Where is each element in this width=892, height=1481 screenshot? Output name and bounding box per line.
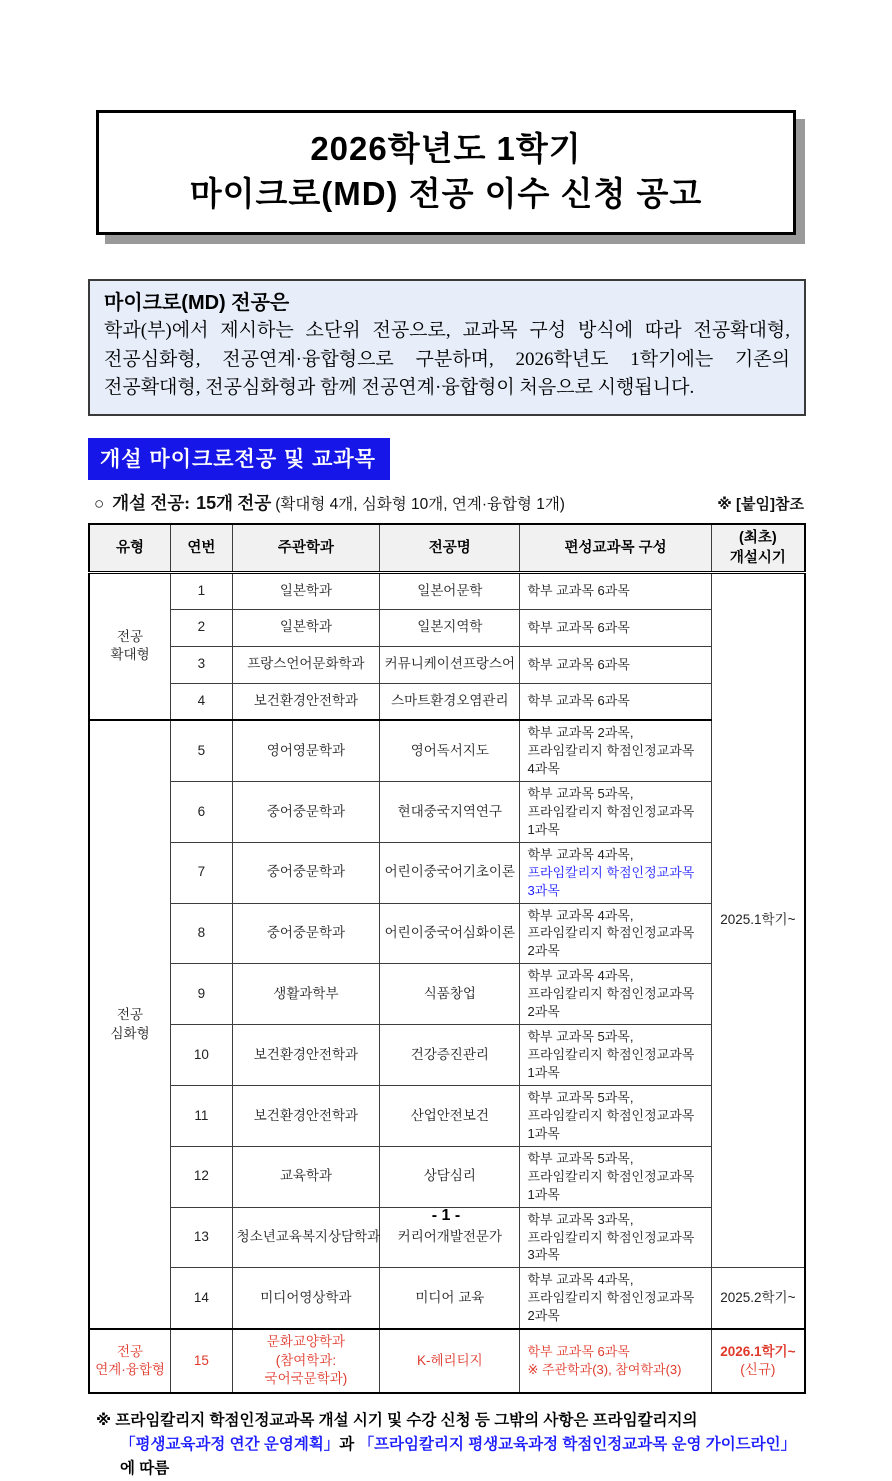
major-name-cell: 일본지역학	[380, 609, 520, 646]
major-name-cell: 산업안전보건	[380, 1085, 520, 1146]
course-composition-cell: 학부 교과목 2과목, 프라임칼리지 학점인정교과목 4과목	[520, 720, 711, 781]
row-number-cell: 15	[171, 1329, 233, 1393]
course-composition-cell: 학부 교과목 4과목, 프라임칼리지 학점인정교과목 2과목	[520, 903, 711, 964]
course-composition-cell: 학부 교과목 5과목, 프라임칼리지 학점인정교과목 1과목	[520, 1025, 711, 1086]
summary-line	[88, 490, 806, 515]
major-name-cell: 건강증진관리	[380, 1025, 520, 1086]
department-cell: 청소년교육복지상담학과	[232, 1207, 379, 1268]
table-row	[89, 781, 805, 842]
row-number-cell: 9	[171, 964, 233, 1025]
major-type-cell: 전공 확대형	[89, 572, 171, 720]
announcement-title-box	[96, 110, 796, 235]
column-header-2: 주관학과	[232, 524, 379, 573]
major-name-cell: 일본어문학	[380, 572, 520, 609]
first-offered-cell: 2025.1학기~	[711, 572, 805, 1268]
header-row	[89, 524, 805, 573]
row-number-cell: 1	[171, 572, 233, 609]
summary-label: 개설 전공:	[112, 492, 191, 513]
row-number-cell: 3	[171, 646, 233, 683]
footnote-text: ※ 프라임칼리지 학점인정교과목 개설 시기 및 수강 신청 등 그밖의 사항은 프라임칼리지의	[96, 1412, 698, 1430]
section-heading: 개설 마이크로전공 및 교과목	[88, 438, 390, 480]
title-line-2: 마이크로(MD) 전공 이수 신청 공고	[189, 174, 703, 212]
department-cell: 중어중문학과	[232, 842, 379, 903]
major-type-cell: 전공 심화형	[89, 720, 171, 1329]
course-composition-cell: 학부 교과목 5과목, 프라임칼리지 학점인정교과목 1과목	[520, 1146, 711, 1207]
course-composition-cell: 학부 교과목 4과목, 프라임칼리지 학점인정교과목 2과목	[520, 1268, 711, 1329]
summary-detail: (확대형 4개, 심화형 10개, 연계·융합형 1개)	[275, 495, 565, 513]
row-number-cell: 14	[171, 1268, 233, 1329]
column-header-4: 편성교과목 구성	[520, 524, 711, 573]
major-name-cell: K-헤리티지	[380, 1329, 520, 1393]
department-cell: 영어영문학과	[232, 720, 379, 781]
column-header-0: 유형	[89, 524, 171, 573]
row-number-cell: 13	[171, 1207, 233, 1268]
table-row	[89, 1025, 805, 1086]
row-number-cell: 11	[171, 1085, 233, 1146]
course-composition-cell: 학부 교과목 4과목, 프라임칼리지 학점인정교과목 3과목	[520, 842, 711, 903]
row-number-cell: 10	[171, 1025, 233, 1086]
circle-bullet-icon: ○	[94, 493, 105, 513]
table-row	[89, 646, 805, 683]
footnote-document-reference: 「평생교육과정 연간 운영계획」	[120, 1436, 340, 1454]
major-type-cell: 전공 연계·융합형	[89, 1329, 171, 1393]
course-composition-cell: 학부 교과목 6과목	[520, 609, 711, 646]
column-header-3: 전공명	[380, 524, 520, 573]
majors-table-body	[89, 572, 805, 1393]
major-name-cell: 스마트환경오염관리	[380, 683, 520, 720]
row-number-cell: 7	[171, 842, 233, 903]
major-name-cell: 현대중국지역연구	[380, 781, 520, 842]
table-row	[89, 683, 805, 720]
column-header-1: 연번	[171, 524, 233, 573]
first-offered-cell: 2025.2학기~	[711, 1268, 805, 1329]
table-row	[89, 1268, 805, 1329]
row-number-cell: 2	[171, 609, 233, 646]
department-cell: 보건환경안전학과	[232, 683, 379, 720]
major-count: 15	[196, 492, 217, 513]
table-row	[89, 572, 805, 609]
department-cell: 미디어영상학과	[232, 1268, 379, 1329]
table-row	[89, 842, 805, 903]
course-composition-cell: 학부 교과목 6과목	[520, 683, 711, 720]
footnote-text: 에 따름	[120, 1460, 170, 1478]
course-composition-cell: 학부 교과목 6과목 ※ 주관학과(3), 참여학과(3)	[520, 1329, 711, 1393]
title-line-1: 2026학년도 1학기	[310, 130, 582, 167]
department-cell: 보건환경안전학과	[232, 1085, 379, 1146]
intro-heading: 마이크로(MD) 전공은	[104, 292, 290, 315]
major-name-cell: 커뮤니케이션프랑스어	[380, 646, 520, 683]
department-cell: 문화교양학과 (참여학과: 국어국문학과)	[232, 1329, 379, 1393]
footnote-text: 과	[339, 1436, 359, 1454]
majors-table	[88, 523, 806, 1395]
course-composition-cell: 학부 교과목 4과목, 프라임칼리지 학점인정교과목 2과목	[520, 964, 711, 1025]
row-number-cell: 12	[171, 1146, 233, 1207]
footnote	[88, 1409, 806, 1481]
department-cell: 일본학과	[232, 609, 379, 646]
first-offered-cell: 2026.1학기~ (신규)	[711, 1329, 805, 1393]
major-name-cell: 상담심리	[380, 1146, 520, 1207]
course-composition-cell: 학부 교과목 5과목, 프라임칼리지 학점인정교과목 1과목	[520, 1085, 711, 1146]
department-cell: 일본학과	[232, 572, 379, 609]
course-composition-cell: 학부 교과목 6과목	[520, 572, 711, 609]
department-cell: 중어중문학과	[232, 903, 379, 964]
major-name-cell: 미디어 교육	[380, 1268, 520, 1329]
table-row	[89, 609, 805, 646]
row-number-cell: 5	[171, 720, 233, 781]
page-number: - 1 -	[431, 1207, 461, 1224]
major-name-cell: 어린이중국어심화이론	[380, 903, 520, 964]
course-composition-cell: 학부 교과목 3과목, 프라임칼리지 학점인정교과목 3과목	[520, 1207, 711, 1268]
department-cell: 교육학과	[232, 1146, 379, 1207]
table-row	[89, 720, 805, 781]
footnote-document-reference: 「프라임칼리지 평생교육과정 학점인정교과목 운영 가이드라인」	[358, 1436, 797, 1454]
department-cell: 중어중문학과	[232, 781, 379, 842]
major-name-cell: 식품창업	[380, 964, 520, 1025]
department-cell: 보건환경안전학과	[232, 1025, 379, 1086]
table-row	[89, 1146, 805, 1207]
column-header-5: (최초) 개설시기	[711, 524, 805, 573]
table-row	[89, 1085, 805, 1146]
attachment-reference: ※ [붙임]참조	[717, 495, 804, 513]
major-name-cell: 영어독서지도	[380, 720, 520, 781]
summary-suffix: 개 전공	[216, 492, 272, 513]
row-number-cell: 8	[171, 903, 233, 964]
major-name-cell: 어린이중국어기초이론	[380, 842, 520, 903]
table-row	[89, 1329, 805, 1393]
intro-box	[88, 279, 806, 416]
course-composition-cell: 학부 교과목 6과목	[520, 646, 711, 683]
intro-body: 학과(부)에서 제시하는 소단위 전공으로, 교과목 구성 방식에 따라 전공확대형, 전공심화형, 전공연계·융합형으로 구분하며, 2026학년도 1학기에는 기존의 전공확대형, 전공심화형과 함께 전공연계·융합형이 처음으로 시행됩니다.	[104, 320, 790, 399]
department-cell: 생활과학부	[232, 964, 379, 1025]
row-number-cell: 4	[171, 683, 233, 720]
majors-table-head	[89, 524, 805, 573]
row-number-cell: 6	[171, 781, 233, 842]
major-name-cell: 커리어개발전문가	[380, 1207, 520, 1268]
table-row	[89, 964, 805, 1025]
department-cell: 프랑스언어문화학과	[232, 646, 379, 683]
course-composition-cell: 학부 교과목 5과목, 프라임칼리지 학점인정교과목 1과목	[520, 781, 711, 842]
table-row	[89, 903, 805, 964]
